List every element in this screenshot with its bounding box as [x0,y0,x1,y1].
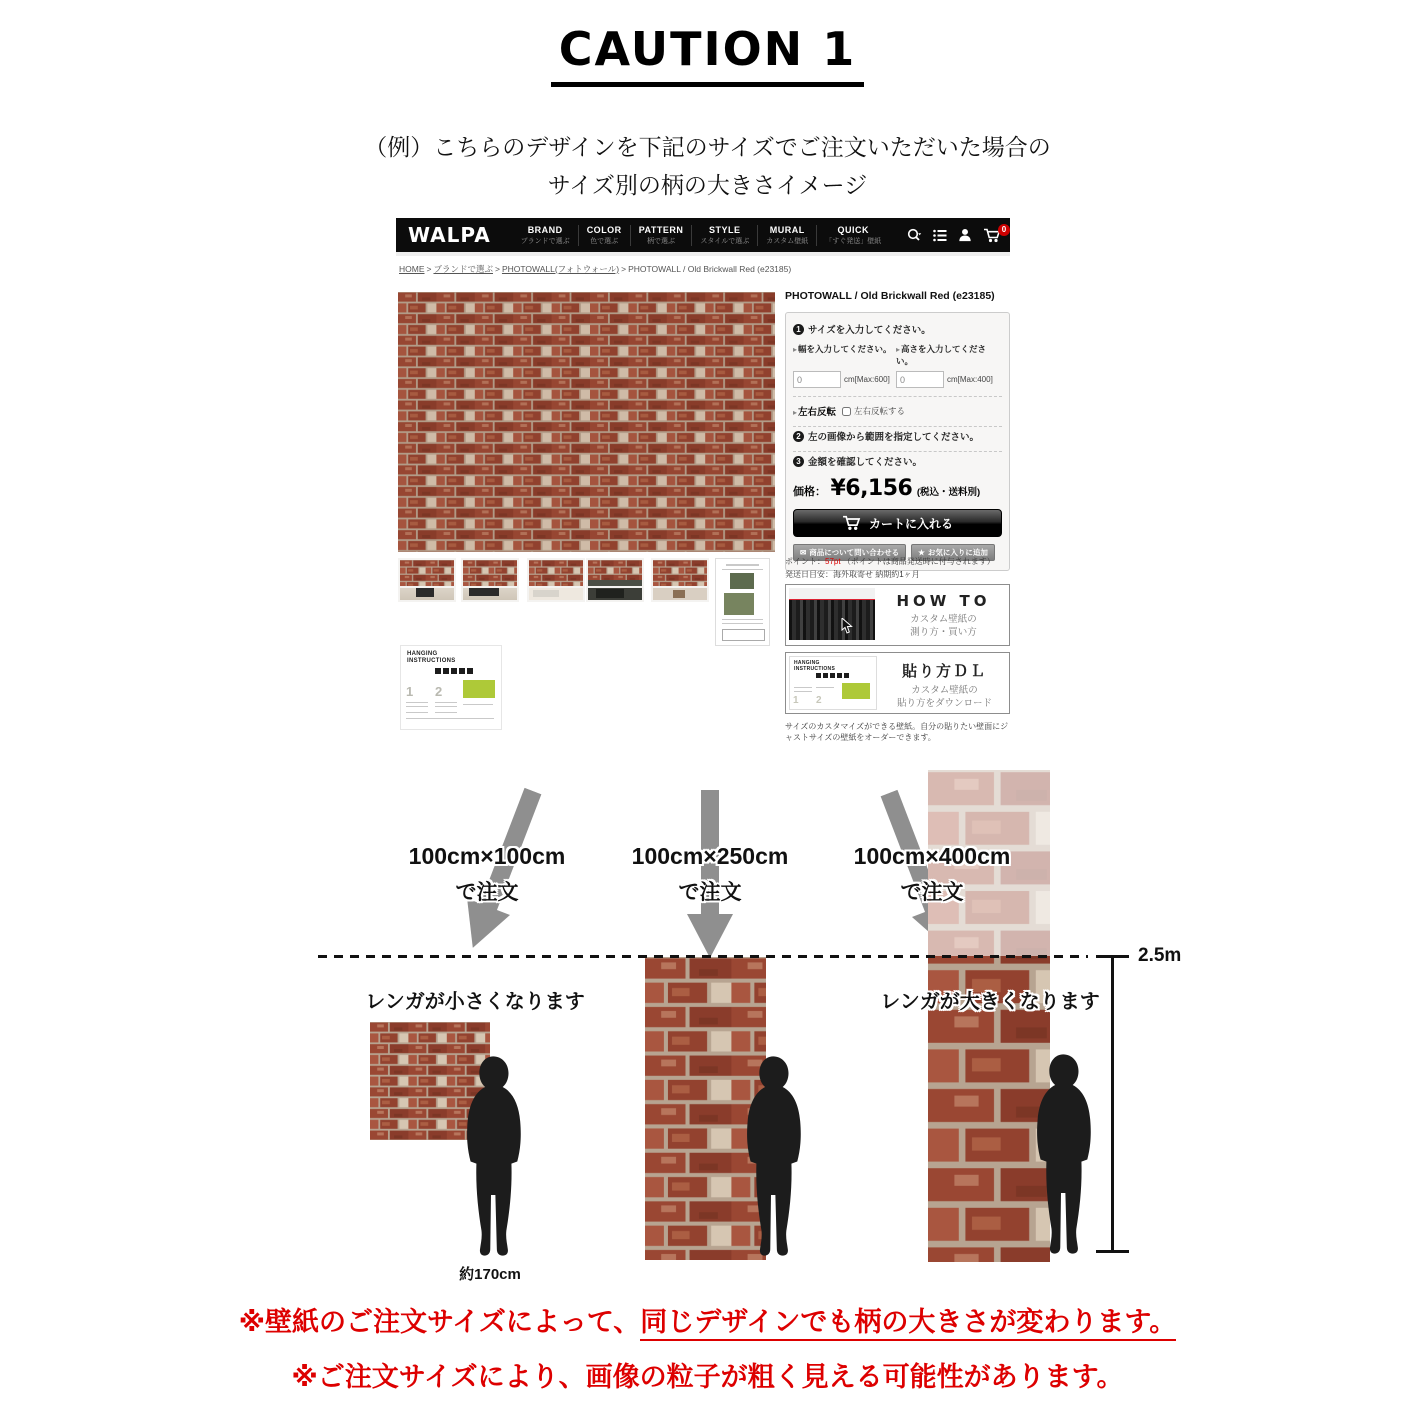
shipping-note: 発送日目安：海外取寄せ 納期約1ヶ月 [785,570,920,579]
size-label-100: 100cm×100cm [408,843,566,869]
points-line: ポイント：57pt （ポイントは商品発送時に付与されます） [785,557,995,566]
height-measure-top-tick [1096,955,1129,958]
breadcrumb-photowall[interactable]: > PHOTOWALL(フォトウォール) [493,264,619,274]
note-bigger-bricks: レンガが大きくなります [880,991,1100,1013]
panel-note: サイズのカスタマイズができる壁紙。自分の貼りたい壁面にジャストサイズの壁紙をオーダーできます。 [785,722,1009,742]
nav-icons [907,218,1007,252]
account-icon[interactable] [958,228,972,242]
subtitle-line2: サイズ別の柄の大きさイメージ [547,172,868,198]
howto-banner[interactable]: HOW TO カスタム壁紙の 測り方・買い方 [785,584,1010,646]
forest-photo [789,588,875,640]
note-smaller-bricks: レンガが小さくなります [365,991,585,1013]
page-title: CAUTION 1 [0,22,1415,76]
order-panel [785,312,1010,571]
envelope-icon: ✉ [800,548,807,557]
nav-item-brand[interactable]: BRAND ブランドで選ぶ [520,224,570,245]
height-unit: cm[Max:400] [947,375,993,384]
person-silhouette-1 [452,1052,530,1260]
height-input[interactable] [896,371,944,388]
add-to-cart-button[interactable]: カートに入れる [793,509,1002,537]
thumbnail-room-3[interactable] [527,558,585,602]
nav-divider [396,252,1010,256]
flip-checkbox-label: 左右反転する [854,406,906,416]
nav-item-pattern[interactable]: PATTERN 柄で選ぶ [630,225,692,246]
nav-item-style[interactable]: STYLE スタイルで選ぶ [691,225,757,246]
order-label-100: で注文 [455,881,519,904]
thumbnail-room-2[interactable] [461,558,519,602]
thumbnail-hanging-instructions[interactable]: HANGING INSTRUCTIONS 1 2 [400,645,502,730]
arrow-down-250cm [687,790,733,958]
dl-title: 貼り方ＤＬ [901,662,987,680]
price-value: ¥6,156 [830,476,913,501]
thumbnail-room-1[interactable] [398,558,456,602]
hanging-doc-image: HANGING INSTRUCTIONS 1 2 [789,656,877,710]
order-label-400: で注文 [900,881,964,904]
size-label-250: 100cm×250cm [631,843,789,869]
flip-checkbox[interactable] [842,407,851,416]
price-label: 価格： [793,486,826,498]
ceiling-dashed-line [318,955,1088,958]
price-note: (税込・送料別) [916,487,981,498]
step3-number: 3 [793,456,804,467]
width-unit: cm[Max:600] [844,375,890,384]
order-label-250: で注文 [678,881,742,904]
list-icon[interactable] [933,229,947,242]
warning-line-1: ※壁紙のご注文サイズによって、同じデザインでも柄の大きさが変わります。 [0,1300,1415,1339]
nav-item-quick[interactable]: QUICK 「すぐ発送」壁紙 [816,225,889,246]
step1-number: 1 [793,324,804,335]
person-silhouette-2 [732,1052,810,1260]
walpa-site-screenshot [396,218,1010,763]
step3-row: 3 金額を確認してください。 [793,454,1002,468]
step2-row: 2 左の画像から範囲を指定してください。 [793,429,1002,443]
width-input[interactable] [793,371,841,388]
hanging-dl-banner[interactable]: HANGING INSTRUCTIONS 1 2 貼り方ＤＬ カスタム壁紙の 貼り方をダウンロード [785,652,1010,714]
breadcrumb-brand[interactable]: > ブランドで選ぶ [425,264,493,274]
price-row [793,476,1002,501]
page-subtitle [0,128,1415,204]
breadcrumb [399,263,791,275]
breadcrumb-home[interactable]: HOME [399,264,425,274]
step2-number: 2 [793,431,804,442]
cart-icon[interactable] [983,224,1007,243]
person-height-label: 約170cm [459,1266,521,1283]
star-icon: ★ [918,548,925,557]
person-silhouette-3 [1022,1050,1100,1258]
warning-line-2: ※ご注文サイズにより、画像の粒子が粗く見える可能性があります。 [291,1362,1124,1392]
height-measure-bottom-tick [1096,1250,1129,1253]
thumbnail-room-5[interactable] [651,558,709,602]
step1-row: 1 サイズを入力してください。 [793,322,1002,336]
nav-menu [513,222,890,248]
thumbnail-instructions-page[interactable] [715,558,770,646]
breadcrumb-current: > PHOTOWALL / Old Brickwall Red (e23185) [619,264,791,274]
favorite-button[interactable]: ★ お気に入りに追加 [911,544,995,561]
howto-title: HOW TO [896,592,991,610]
product-image-brick-wall[interactable] [398,292,775,552]
nav-item-mural[interactable]: MURAL カスタム壁紙 [757,225,816,246]
cart-count-badge: 0 [998,224,1010,236]
points-value: 57pt [825,557,841,566]
site-navbar [396,218,1010,252]
inquiry-button[interactable]: ✉ 商品について問い合わせる [793,544,906,561]
width-label: ▸幅を入力してください。 [793,344,892,354]
cursor-icon [841,618,853,634]
size-label-400: 100cm×400cm [853,843,1011,869]
height-label: ▸高さを入力してください。 [896,344,987,366]
walpa-logo[interactable]: WALPA [408,223,491,247]
subtitle-line1: （例）こちらのデザインを下記のサイズでご注文いただいた場合の [364,134,1051,160]
product-title: PHOTOWALL / Old Brickwall Red (e23185) [785,290,995,302]
cart-button-icon [842,515,862,531]
nav-item-color[interactable]: COLOR 色で選ぶ [578,225,630,246]
thumbnail-room-4[interactable] [586,558,644,602]
search-icon[interactable] [907,228,922,242]
flip-label: ▸左右反転 [793,407,837,418]
wall-height-label: 2.5m [1138,945,1182,966]
